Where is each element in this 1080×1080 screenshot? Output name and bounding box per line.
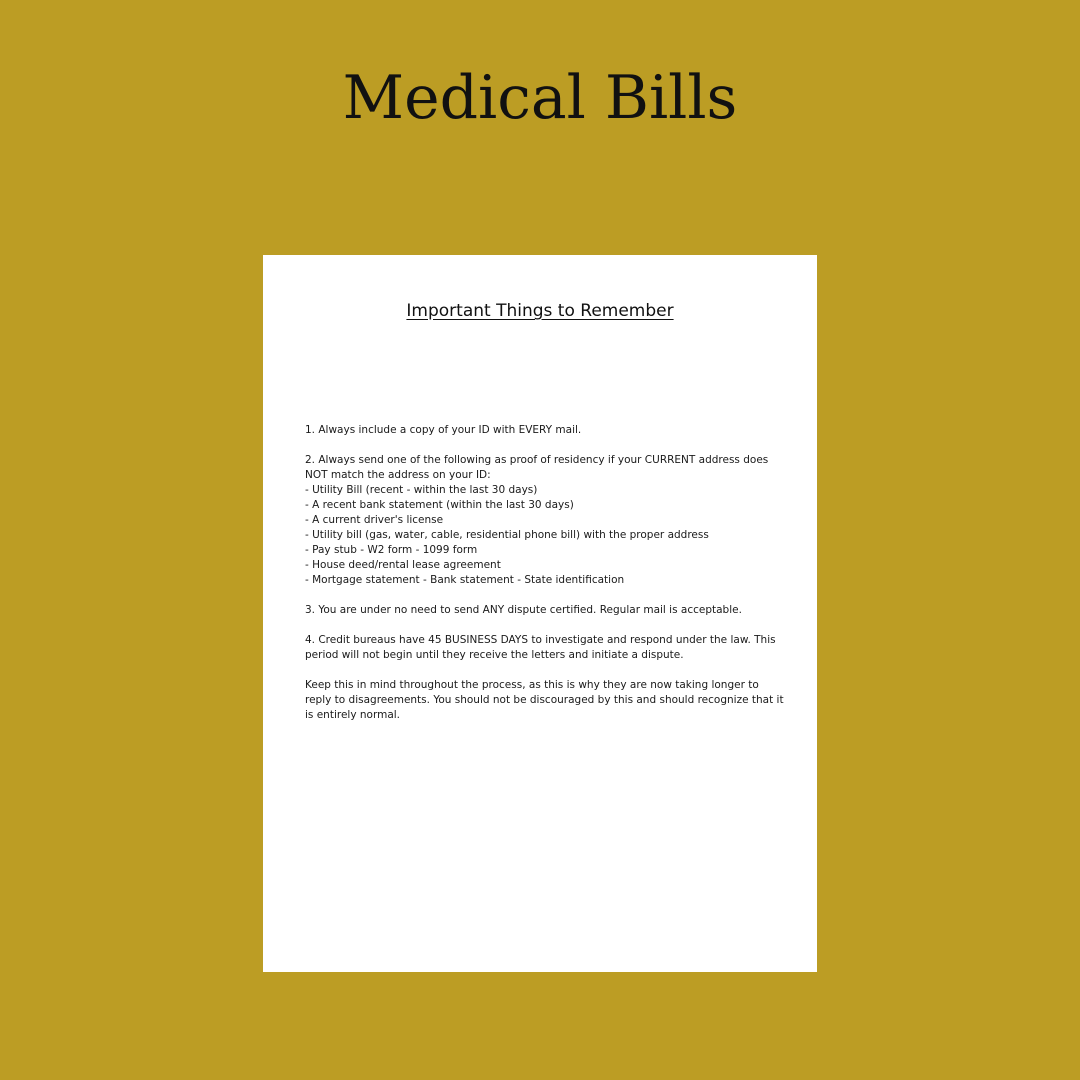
residency-proof-item: - Mortgage statement - Bank statement - State identification	[305, 574, 625, 586]
item-3-text: 3. You are under no need to send ANY dispute certified. Regular mail is acceptable.	[305, 604, 742, 616]
document-heading: Important Things to Remember	[406, 301, 674, 321]
document-page	[263, 255, 817, 972]
closing-text: Keep this in mind throughout the process, as this is why they are now taking longer to reply to disagreements. You should not be discouraged by this and should recognize that it is entirely normal.	[305, 679, 784, 721]
residency-proof-item: - House deed/rental lease agreement	[305, 559, 501, 571]
document-body	[305, 423, 785, 738]
residency-proof-item: - A recent bank statement (within the last 30 days)	[305, 499, 574, 511]
residency-proof-item: - Pay stub - W2 form - 1099 form	[305, 544, 478, 556]
residency-proof-item: - Utility Bill (recent - within the last 30 days)	[305, 484, 538, 496]
item-2-intro: 2. Always send one of the following as proof of residency if your CURRENT address does NOT match the address on your ID:	[305, 454, 769, 481]
item-2-block	[305, 453, 785, 588]
residency-proof-item: - A current driver's license	[305, 514, 444, 526]
residency-proof-item: - Utility bill (gas, water, cable, residential phone bill) with the proper address	[305, 529, 709, 541]
item-4-text: 4. Credit bureaus have 45 BUSINESS DAYS to investigate and respond under the law. This period will not begin until they receive the letters and initiate a dispute.	[305, 634, 776, 661]
page-title: Medical Bills	[342, 63, 738, 133]
item-1-text: 1. Always include a copy of your ID with EVERY mail.	[305, 424, 582, 436]
